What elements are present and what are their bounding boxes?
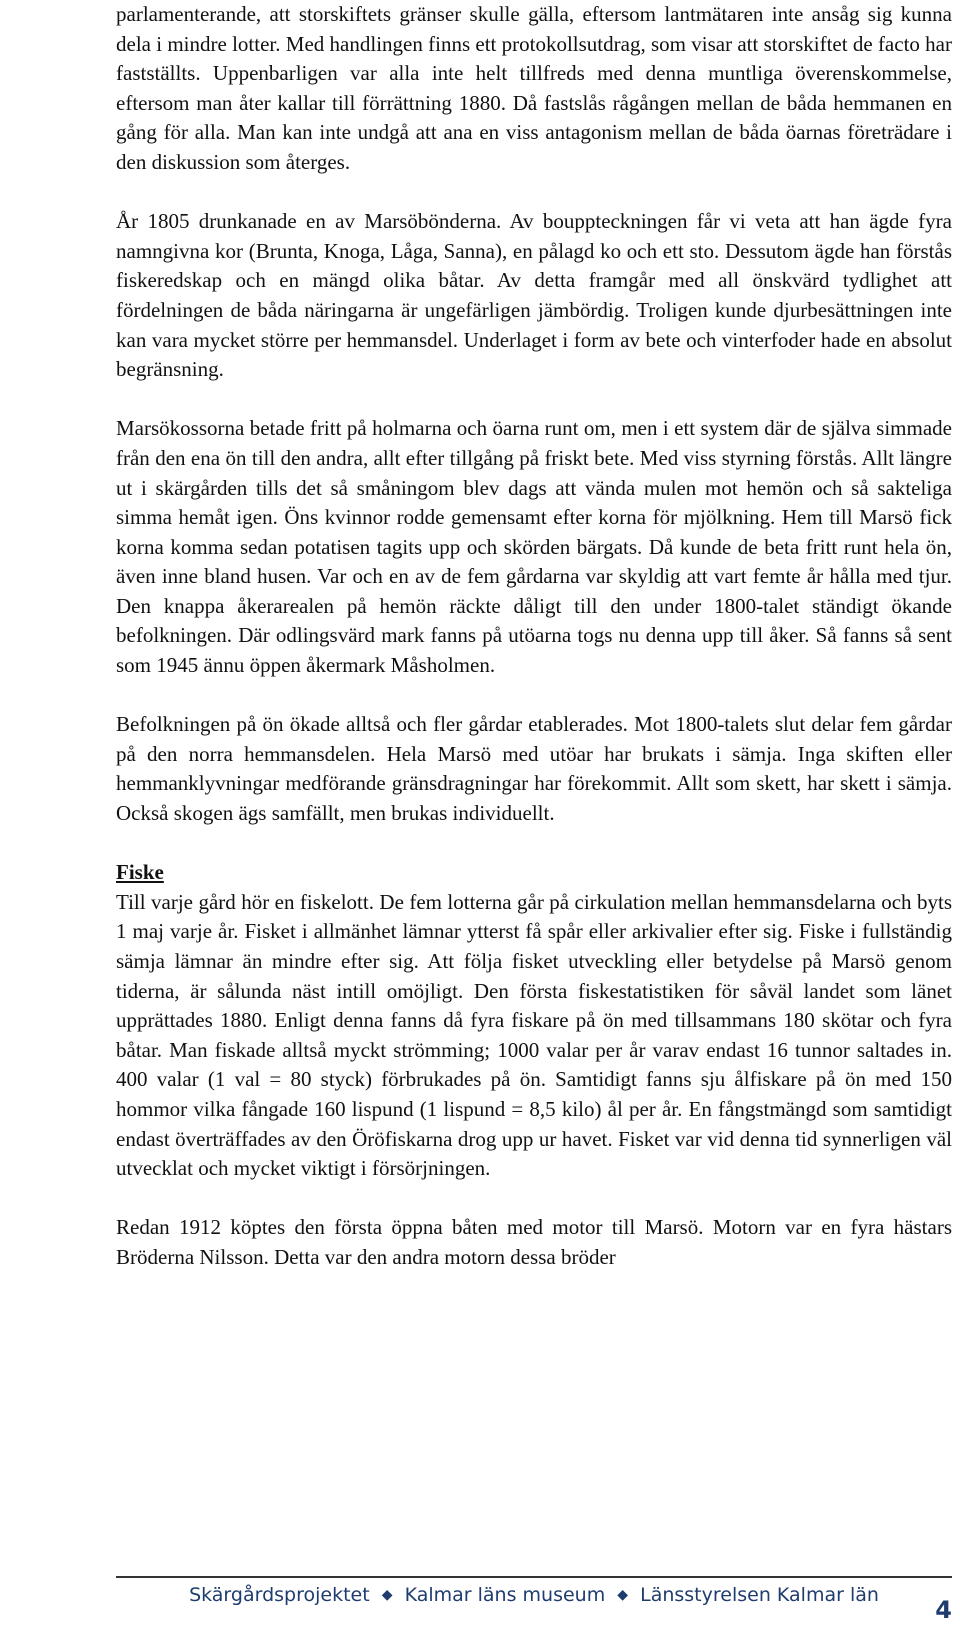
document-page [116,0,952,1302]
page-number: 4 [935,1596,952,1624]
footer-museum: Kalmar läns museum [404,1584,606,1606]
paragraph-befolkning: Befolkningen på ön ökade alltså och fler gårdar etablerades. Mot 1800-talets slut delar fem gårdar på den norra hemmansdelen. Hela Marsö med utöar har brukats i sämja. Inga skiften eller hemmanklyvningar medförande gränsdragningar har förekommit. Allt som skett, har skett i sämja. Också skogen ägs samfällt, men brukas individuellt. [116,712,952,826]
page-footer [116,1584,952,1606]
paragraph-bouppteckning: År 1805 drunkanade en av Marsöbönderna. Av bouppteckningen får vi veta att han ägde fyra namngivna kor (Brunta, Knoga, Låga, Sanna), en pålagd ko och ett sto. Dessutom ägde han förstås fiskeredskap och en mängd olika båtar. Av detta framgår med all önskvärd tydlighet att fördelningen de båda näringarna är ungefärligen jämbördig. Troligen kunde djurbesättningen inte kan vara mycket större per hemmansdel. Underlaget i form av bete och vinterfoder hade en absolut begränsning. [116,209,952,382]
footer-authority: Länsstyrelsen Kalmar län [640,1584,879,1606]
section-heading-fiske: Fiske [116,860,164,885]
paragraph-kor: Marsökossorna betade fritt på holmarna och öarna runt om, men i ett system där de själva simmade från den ena ön till den andra, allt efter tillgång på friskt bete. Med viss styrning förstås. Allt längre ut i skärgården tills det så småningom blev dags att vända mulen mot hemön och så sakteliga simma hemåt igen. Öns kvinnor rodde gemensamt efter korna för mjölkning. Hem till Marsö fick korna komma sedan potatisen tagits upp och skörden bärgats. Då kunde de beta fritt runt hela ön, även inne bland husen. Var och en av de fem gårdarna var skyldig att vart femte år hålla med tjur. Den knappa åkerarealen på hemön räckte dåligt till den under 1800-talet ständigt ökande befolkningen. Där odlingsvärd mark fanns på utöarna togs nu denna upp till åker. Så fanns så sent som 1945 ännu öppen åkermark Måsholmen. [116,416,952,678]
paragraph-storskifte: parlamenterande, att storskiftets gränser skulle gälla, eftersom lantmätaren inte ansåg sig kunna dela i mindre lotter. Med handlingen finns ett protokollsutdrag, som visar att storskiftet de facto har fastställts. Uppenbarligen var alla inte helt tillfreds med denna muntliga överenskommelse, eftersom man åter kallar till förrättning 1880. Då fastslås rågången mellan de båda hemmanen en gång för alla. Man kan inte undgå att ana en viss antagonism mellan de båda öarnas företrädare i den diskussion som återges. [116,2,952,174]
diamond-icon: ◆ [617,1587,629,1603]
footer-project: Skärgårdsprojektet [189,1584,370,1606]
diamond-icon: ◆ [381,1587,393,1603]
paragraph-motorbat: Redan 1912 köptes den första öppna båten med motor till Marsö. Motorn var en fyra hästars Bröderna Nilsson. Detta var den andra motorn dessa bröder [116,1215,952,1269]
paragraph-fiske: Till varje gård hör en fiskelott. De fem lotterna går på cirkulation mellan hemmansdelarna och byts 1 maj varje år. Fisket i allmänhet lämnar ytterst få spår eller arkivalier efter sig. Fiske i fullständig sämja lämnar än mindre efter sig. Att följa fisket utveckling eller betydelse på Marsö genom tiderna, är sålunda näst intill omöjligt. Den första fiskestatistiken för såväl landet som länet upprättades 1880. Enligt denna fanns då fyra fiskare på ön med tillsammans 180 skötar och fyra båtar. Man fiskade alltså myckt strömming; 1000 valar per år varav endast 16 tunnor saltades in. 400 valar (1 val = 80 styck) förbrukades på ön. Samtidigt fanns sju ålfiskare på ön med 150 hommor vilka fångade 160 lispund (1 lispund = 8,5 kilo) ål per år. En fångstmängd som samtidigt endast överträffades av den Öröfiskarna drog upp ur havet. Fisket var vid denna tid synnerligen väl utvecklat och mycket viktigt i försörjningen. [116,889,952,1181]
footer-divider [116,1576,952,1578]
